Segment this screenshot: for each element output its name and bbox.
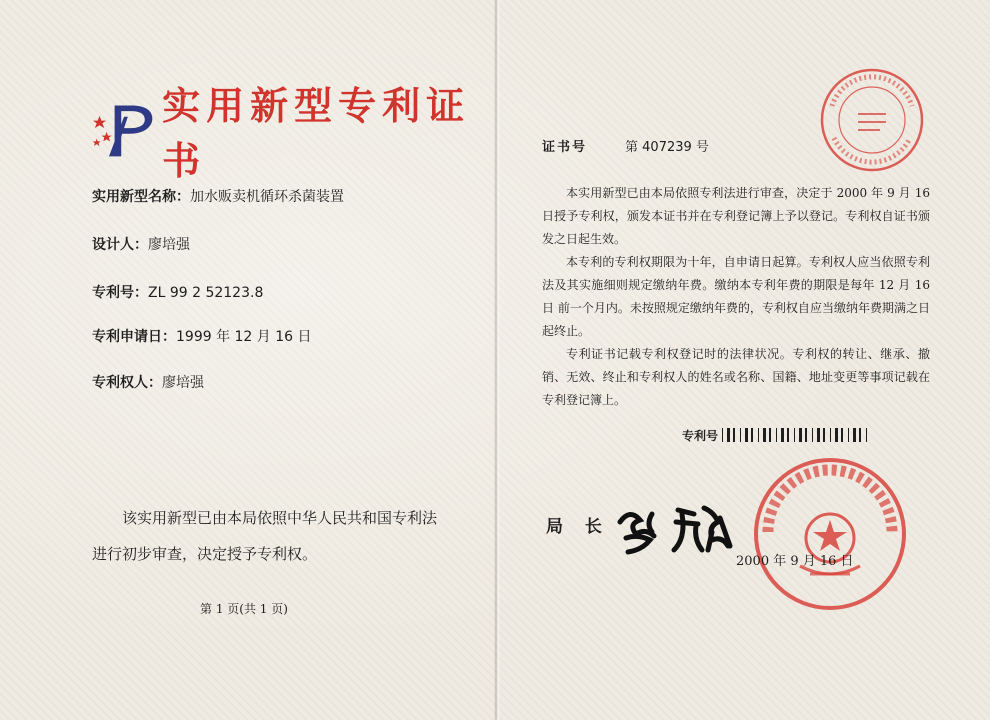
left-page xyxy=(0,0,494,720)
declaration-line: 该实用新型已由本局依照中华人民共和国专利法 xyxy=(122,509,438,527)
issue-date: 2000 年 9 月 16 日 xyxy=(736,554,854,569)
field-value: ZL 99 2 52123.8 xyxy=(148,285,264,301)
certificate-heading xyxy=(92,83,494,183)
patent-number-label: 专利号 xyxy=(682,428,719,443)
grant-declaration xyxy=(92,500,484,572)
certificate-number-value: 第 407239 号 xyxy=(625,140,709,155)
page-number: 第 1 页(共 1 页) xyxy=(200,602,288,616)
field-designer xyxy=(92,234,190,254)
patent-office-logo-icon xyxy=(92,98,156,162)
right-page xyxy=(500,0,990,720)
field-label: 专利号： xyxy=(92,285,148,301)
official-seal-icon xyxy=(750,454,910,614)
field-label: 实用新型名称： xyxy=(92,189,190,205)
field-label: 专利权人： xyxy=(92,375,162,391)
certificate-number xyxy=(542,136,709,155)
field-value: 加水贩卖机循环杀菌装置 xyxy=(190,189,344,205)
field-label: 专利申请日： xyxy=(92,329,176,345)
director-signature xyxy=(612,492,742,562)
barcode-icon xyxy=(722,428,872,442)
certificate-number-label: 证书号 xyxy=(542,140,588,155)
field-label: 设计人： xyxy=(92,237,148,253)
certificate-title: 实用新型专利证书 xyxy=(162,83,471,183)
declaration-line: 进行初步审查，决定授予专利权。 xyxy=(92,545,318,563)
field-patentee xyxy=(92,372,204,392)
certificate-body xyxy=(542,182,930,412)
field-utility-model-name xyxy=(92,186,344,206)
tax-stamp-seal-icon xyxy=(818,66,926,174)
body-paragraph: 专利证书记载专利权登记时的法律状况。专利权的转让、继承、撤销、无效、终止和专利权人的姓名或名称、国籍、地址变更等事项记载在专利登记簿上。 xyxy=(542,347,930,407)
body-paragraph: 本专利的专利权期限为十年，自申请日起算。专利权人应当依照专利法及其实施细则规定缴纳年费。缴纳本专利年费的期限是每年 12 月 16 日 前一个月内。未按照规定缴纳年费的，专利权自应当缴纳年费期满之日起终止。 xyxy=(542,255,930,338)
field-patent-number xyxy=(92,282,263,302)
field-value: 廖培强 xyxy=(148,237,190,253)
patent-barcode-row xyxy=(682,428,872,442)
field-value: 廖培强 xyxy=(162,375,204,391)
body-paragraph: 本实用新型已由本局依照专利法进行审查，决定于 2000 年 9 月 16 日授予专利权，颁发本证书并在专利登记簿上予以登记。专利权自证书颁发之日起生效。 xyxy=(542,186,930,246)
field-application-date xyxy=(92,326,312,346)
director-label: 局 长 xyxy=(546,517,610,537)
field-value: 1999 年 12 月 16 日 xyxy=(176,329,312,345)
